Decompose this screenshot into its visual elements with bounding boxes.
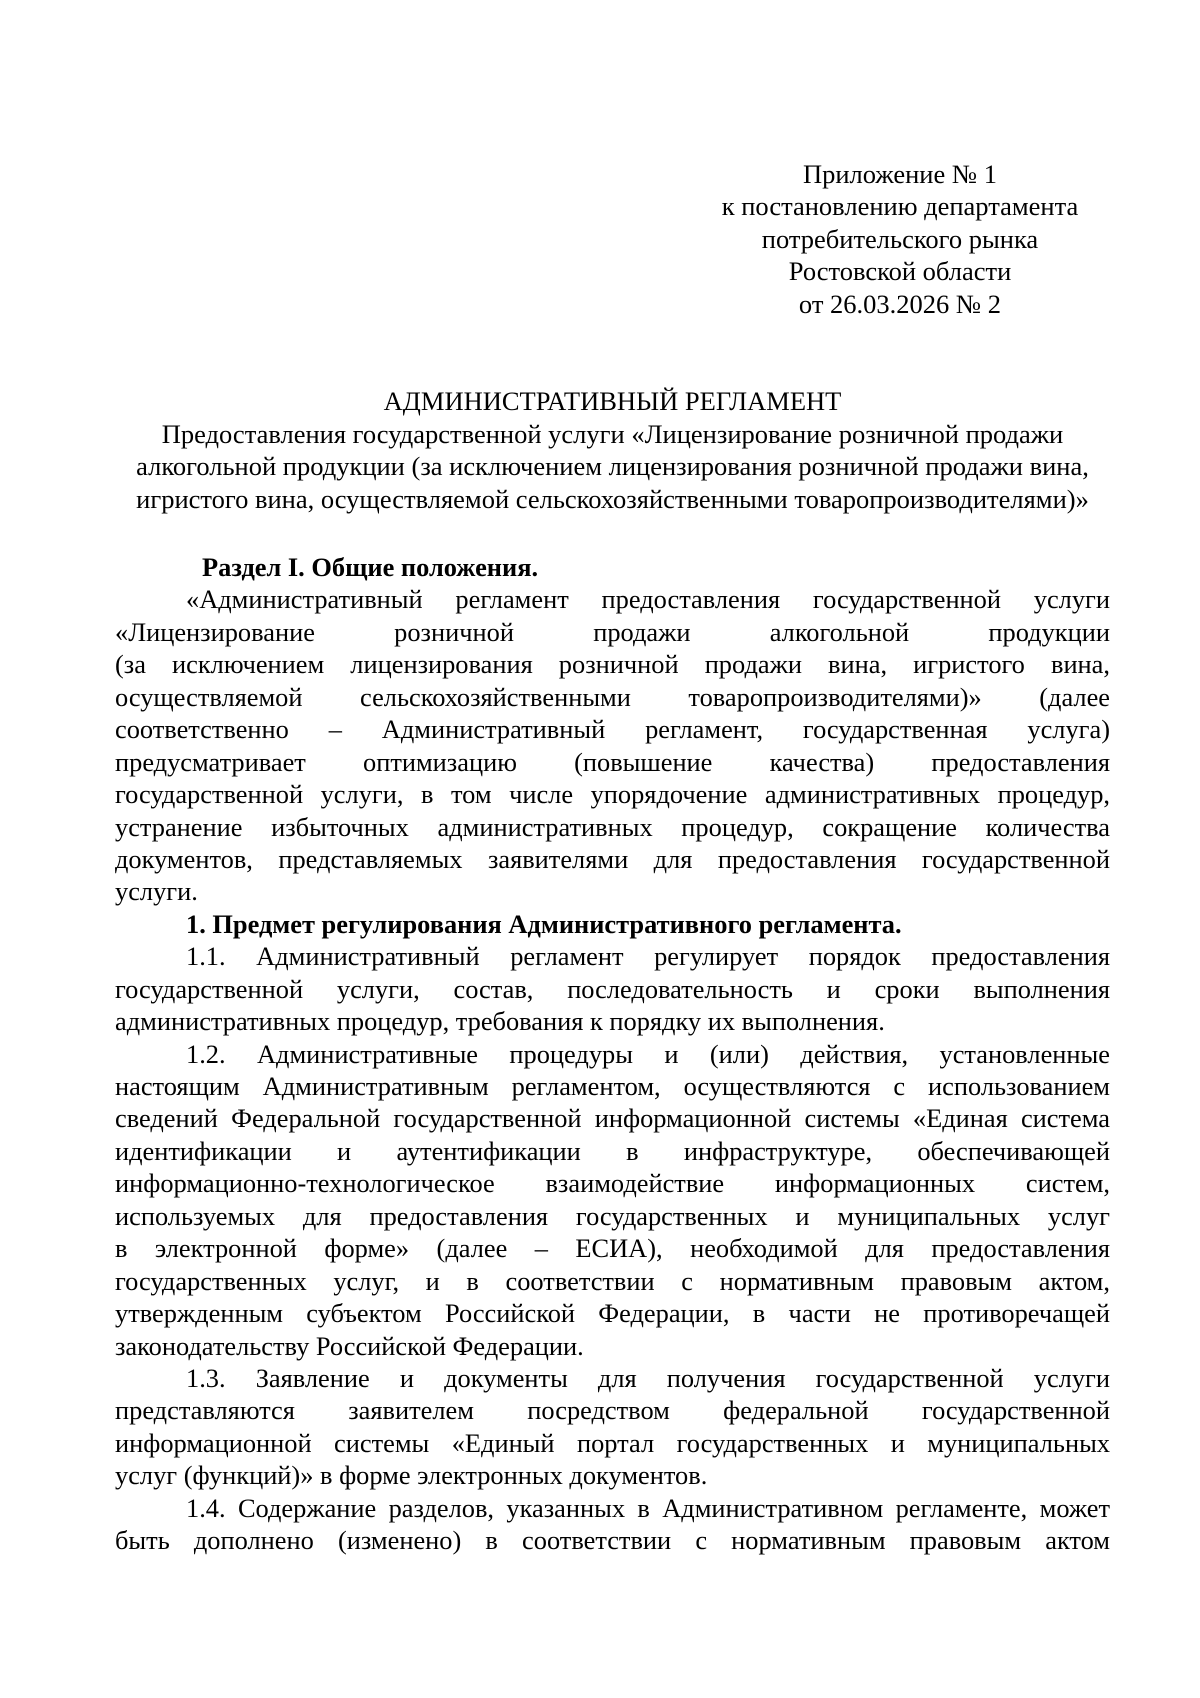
paragraph-line: государственной услуги, в том числе упорядочение административных процедур, — [115, 779, 1110, 810]
paragraph-line: 1.1. Административный регламент регулирует порядок предоставления — [186, 941, 1110, 972]
paragraph-line: представляются заявителем посредством федеральной государственной — [115, 1395, 1110, 1426]
appendix-resolution: к постановлению департамента — [721, 191, 1079, 222]
paragraph-line: предусматривает оптимизацию (повышение качества) предоставления — [115, 746, 1110, 777]
paragraph-line: осуществляемой сельскохозяйственными товаропроизводителями)» (далее — [115, 681, 1110, 712]
paragraph-line: используемых для предоставления государственных и муниципальных услуг — [115, 1200, 1110, 1231]
paragraph-line: административных процедур, требования к порядку их выполнения. — [115, 1006, 885, 1037]
paragraph-line: настоящим Административным регламентом, осуществляются с использованием — [115, 1071, 1110, 1101]
paragraph-line: государственной услуги, состав, последовательность и сроки выполнения — [115, 973, 1110, 1004]
title-subtitle-line: Предоставления государственной услуги «Лицензирование розничной продажи — [161, 418, 1064, 449]
paragraph-line: информационно-технологическое взаимодействие информационных систем, — [115, 1168, 1110, 1199]
paragraph-line: услуг (функций)» в форме электронных документов. — [115, 1460, 708, 1491]
document-body — [115, 551, 1110, 1557]
paragraph-line: услуги. — [115, 876, 198, 907]
paragraph-line: сведений Федеральной государственной информационной системы «Единая система — [115, 1103, 1110, 1134]
paragraph-line: документов, представляемых заявителями для предоставления государственной — [115, 843, 1110, 874]
paragraph-line: 1.2. Административные процедуры и (или) действия, установленные — [186, 1038, 1110, 1069]
appendix-department: потребительского рынка — [761, 223, 1039, 254]
appendix-number: Приложение № 1 — [802, 159, 997, 189]
title-main: АДМИНИСТРАТИВНЫЙ РЕГЛАМЕНТ — [383, 386, 842, 416]
paragraph-line: 1.4. Содержание разделов, указанных в Административном регламенте, может — [186, 1492, 1110, 1523]
paragraph-line: быть дополнено (изменено) в соответствии с нормативным правовым актом — [115, 1525, 1110, 1556]
document-title — [115, 385, 1110, 515]
appendix-date-number: от 26.03.2026 № 2 — [798, 288, 1002, 319]
appendix-region: Ростовской области — [788, 256, 1012, 287]
paragraph-line: соответственно – Административный регламент, государственная услуга) — [115, 714, 1110, 745]
paragraph-line: утвержденным субъектом Российской Федерации, в части не противоречащей — [115, 1298, 1110, 1329]
section-heading: Раздел I. Общие положения. — [202, 552, 539, 582]
paragraph-line: в электронной форме» (далее – ЕСИА), необходимой для предоставления — [115, 1233, 1110, 1264]
paragraph-line: информационной системы «Единый портал государственных и муниципальных — [115, 1427, 1110, 1458]
paragraph-line: (за исключением лицензирования розничной продажи вина, игристого вина, — [115, 649, 1110, 680]
paragraph-line: идентификации и аутентификации в инфраструктуре, обеспечивающей — [115, 1135, 1110, 1166]
paragraph-line: государственных услуг, и в соответствии с нормативным правовым актом, — [115, 1265, 1110, 1296]
paragraph-line: 1.3. Заявление и документы для получения государственной услуги — [186, 1362, 1110, 1393]
title-subtitle-line: алкогольной продукции (за исключением лицензирования розничной продажи вина, — [136, 451, 1089, 481]
paragraph-line: законодательству Российской Федерации. — [115, 1330, 584, 1361]
paragraph-line: устранение избыточных административных процедур, сокращение количества — [115, 811, 1110, 842]
paragraph-line: «Лицензирование розничной продажи алкогольной продукции — [115, 616, 1110, 647]
title-subtitle-line: игристого вина, осуществляемой сельскохозяйственными товаропроизводителями)» — [136, 483, 1089, 514]
paragraph-line: «Административный регламент предоставления государственной услуги — [186, 584, 1110, 615]
subsection-heading: 1. Предмет регулирования Административного регламента. — [186, 908, 902, 939]
appendix-header — [690, 158, 1110, 320]
